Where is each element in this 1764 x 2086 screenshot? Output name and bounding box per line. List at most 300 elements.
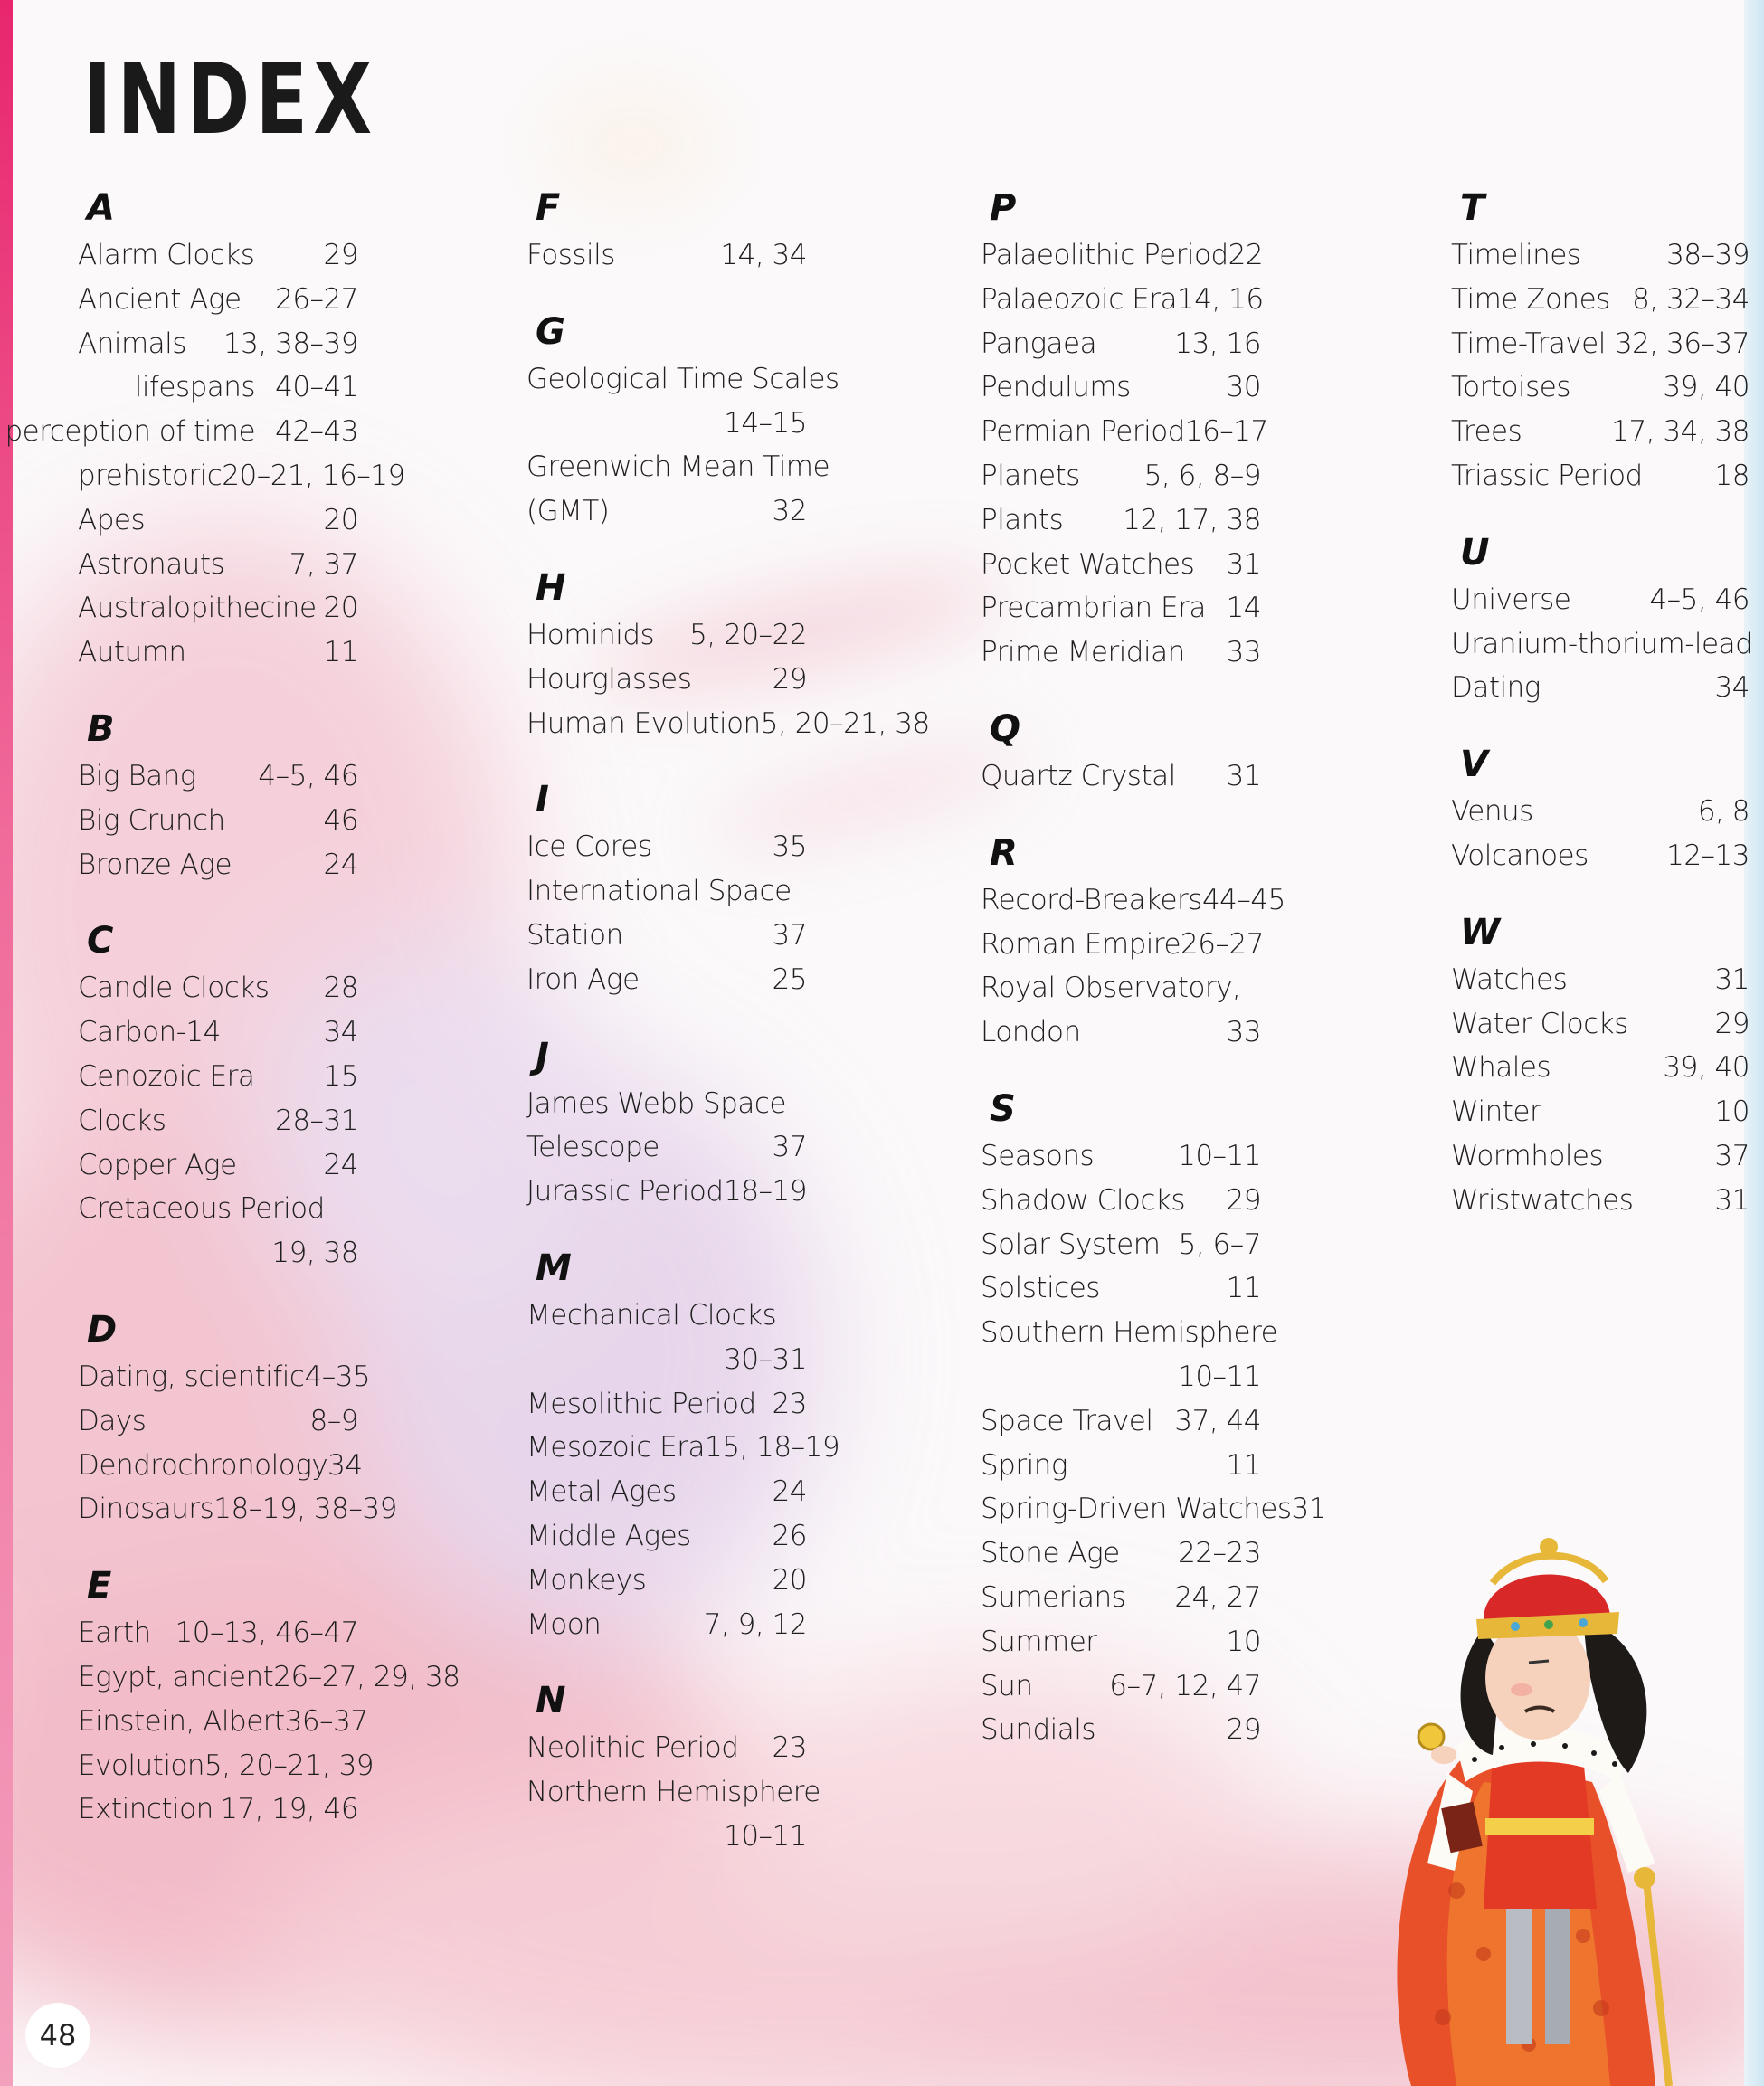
entry-term: Precambrian Era	[981, 592, 1206, 625]
entry-term: Bronze Age	[78, 848, 232, 881]
entry-pages: 15, 18–19	[705, 1431, 840, 1465]
index-column-1	[5, 179, 460, 1857]
entry-pages: 40–41	[275, 371, 358, 404]
section-letter: I	[536, 779, 549, 821]
entry-term: Pangaea	[981, 327, 1097, 360]
entry-term: Stone Age	[981, 1537, 1120, 1570]
index-entry	[981, 1223, 1261, 1267]
entry-pages: 14, 34	[720, 239, 807, 271]
entry-pages: 17, 34, 38	[1611, 415, 1750, 449]
entry-term: London	[981, 1016, 1081, 1049]
entry-term: Record-Breakers	[981, 883, 1202, 916]
index-entry	[78, 322, 358, 366]
entry-pages: 5, 20–21, 38	[760, 706, 930, 740]
index-entry	[981, 543, 1261, 587]
entry-pages: 5, 20–21, 39	[204, 1749, 375, 1782]
entry-term: Apes	[78, 503, 146, 536]
entry-pages: 37, 44	[1174, 1404, 1261, 1437]
entry-pages: 28–31	[275, 1104, 358, 1137]
index-entry	[526, 1514, 807, 1559]
index-entry	[526, 1770, 820, 1815]
left-page-edge	[0, 0, 13, 2086]
index-entry	[981, 1010, 1261, 1055]
entry-term: Mechanical Clocks	[526, 1298, 777, 1332]
index-entry	[526, 1382, 807, 1427]
entry-term: Animals	[78, 327, 186, 360]
entry-pages: 11	[323, 636, 358, 669]
index-entry	[1451, 1090, 1750, 1134]
entry-pages: 26	[772, 1519, 807, 1552]
entry-term: Copper Age	[78, 1148, 237, 1181]
index-entry	[1451, 834, 1750, 878]
entry-term: Southern Hemisphere	[981, 1316, 1278, 1350]
index-entry	[981, 1266, 1261, 1311]
entry-term: Uranium-thorium-lead	[1451, 627, 1753, 660]
index-entry-pages-line	[526, 1815, 807, 1859]
entry-term: Venus	[1451, 795, 1533, 829]
entry-term: Pendulums	[981, 371, 1131, 404]
entry-term: Plants	[981, 503, 1064, 536]
section-letter: E	[87, 1565, 112, 1607]
entry-pages: 4–5, 46	[258, 759, 358, 792]
entry-pages: 42–43	[275, 415, 358, 449]
index-entry	[1451, 958, 1750, 1002]
entry-term: Timelines	[1451, 239, 1581, 271]
entry-term: Alarm Clocks	[78, 239, 255, 271]
index-entry	[526, 1470, 807, 1514]
entry-term: Astronauts	[78, 547, 225, 581]
entry-pages: 23	[772, 1731, 807, 1765]
section-letter: D	[87, 1308, 118, 1351]
index-entry	[981, 1311, 1278, 1355]
section-letter: M	[536, 1247, 572, 1289]
entry-pages: 31	[1226, 547, 1261, 581]
index-section-q	[981, 700, 1261, 799]
page-title: INDEX	[83, 43, 378, 156]
index-entry	[981, 1487, 1326, 1531]
entry-term: Mesozoic Era	[526, 1431, 706, 1465]
index-subentry	[78, 365, 358, 410]
index-entry	[981, 322, 1261, 366]
entry-term: Iron Age	[526, 962, 640, 996]
entry-term: Watches	[1451, 962, 1568, 996]
entry-pages: 33	[1226, 1016, 1261, 1049]
index-entry	[78, 1355, 371, 1399]
entry-pages: 10–13, 46–47	[175, 1617, 358, 1650]
index-entry-pages-line	[526, 1338, 807, 1382]
entry-pages: 22–23	[1178, 1537, 1261, 1570]
entry-term: Trees	[1451, 415, 1522, 449]
index-entry	[78, 1700, 368, 1744]
index-entry	[981, 966, 1261, 1010]
index-entry	[78, 498, 358, 543]
index-entry	[981, 1576, 1261, 1620]
section-letter: C	[87, 920, 114, 962]
index-section-u	[1451, 524, 1753, 710]
index-entry	[78, 1611, 358, 1655]
section-letter: J	[536, 1035, 549, 1077]
index-entry	[981, 1179, 1261, 1223]
index-entry	[526, 658, 807, 702]
index-entry	[78, 966, 358, 1010]
entry-term: Clocks	[78, 1104, 166, 1137]
entry-term: Solar System	[981, 1228, 1161, 1261]
entry-term: Northern Hemisphere	[526, 1776, 820, 1809]
entry-pages: 29	[1714, 1007, 1750, 1040]
entry-term: Dendrochronology	[78, 1448, 328, 1482]
index-entry	[981, 586, 1261, 631]
entry-term: Time Zones	[1451, 282, 1610, 316]
index-entry	[78, 1444, 363, 1488]
index-entry	[78, 278, 358, 322]
index-section-m	[526, 1239, 840, 1646]
entry-pages: 12, 17, 38	[1123, 503, 1261, 536]
entry-pages: 18	[1714, 459, 1750, 492]
entry-pages: 5, 6, 8–9	[1143, 459, 1261, 492]
entry-pages: 10–11	[1178, 1139, 1261, 1172]
index-entry	[78, 1487, 397, 1531]
entry-term: Autumn	[78, 636, 186, 669]
index-entry	[78, 631, 358, 675]
index-section-e	[78, 1557, 460, 1832]
entry-pages: 10–11	[1178, 1360, 1261, 1393]
entry-term: Quartz Crystal	[981, 759, 1176, 792]
entry-pages: 29	[1226, 1713, 1261, 1747]
index-entry	[981, 498, 1261, 543]
index-entry	[78, 1187, 358, 1231]
entry-term: Seasons	[981, 1139, 1095, 1172]
entry-term: Solstices	[981, 1272, 1100, 1305]
entry-term: Dating	[1451, 671, 1541, 705]
entry-term: Sundials	[981, 1713, 1096, 1747]
index-entry	[981, 1444, 1261, 1488]
index-entry	[981, 233, 1264, 278]
index-entry	[1451, 1002, 1750, 1047]
page-number: 48	[25, 2003, 90, 2068]
index-entry	[78, 1787, 358, 1832]
entry-term: Candle Clocks	[78, 972, 270, 1005]
index-entry	[1451, 278, 1750, 322]
entry-pages: 5, 6–7	[1178, 1228, 1261, 1261]
entry-term: Greenwich Mean Time	[526, 450, 830, 484]
entry-term: Shadow Clocks	[981, 1183, 1186, 1217]
entry-pages: 7, 37	[289, 547, 358, 581]
entry-pages: 13, 38–39	[223, 327, 358, 360]
entry-pages: 35	[772, 830, 807, 864]
section-letter: H	[536, 566, 566, 609]
index-entry	[526, 489, 807, 534]
index-subentry	[5, 410, 358, 454]
entry-pages: 20	[323, 503, 358, 536]
entry-term: Tortoises	[1451, 371, 1570, 404]
entry-pages: 44–45	[1201, 883, 1285, 916]
index-entry	[981, 278, 1264, 322]
entry-term: Neolithic Period	[526, 1731, 739, 1765]
index-entry	[526, 1170, 807, 1214]
index-section-v	[1451, 735, 1750, 878]
entry-pages: 12–13	[1666, 839, 1750, 872]
entry-term: Volcanoes	[1451, 839, 1589, 872]
section-letter: V	[1460, 744, 1488, 786]
index-entry	[526, 825, 807, 869]
entry-term: Carbon-14	[78, 1016, 221, 1049]
entry-term: James Webb Space	[526, 1086, 786, 1120]
index-entry	[78, 754, 358, 799]
entry-pages: 31	[1714, 1183, 1750, 1217]
entry-pages: 8–9	[309, 1404, 358, 1437]
entry-term: Dating, scientific	[78, 1360, 305, 1393]
section-letter: F	[536, 187, 561, 229]
entry-pages: 38–39	[1666, 239, 1750, 271]
entry-term: Days	[78, 1404, 147, 1437]
entry-term: Spring-Driven Watches	[981, 1493, 1292, 1526]
entry-pages: 37	[1714, 1139, 1750, 1172]
section-letter: W	[1460, 911, 1501, 953]
index-entry	[526, 914, 807, 958]
entry-pages: 6, 8	[1697, 795, 1750, 829]
entry-pages: 24	[323, 1148, 358, 1181]
entry-pages: 23	[772, 1387, 807, 1420]
entry-term: Time-Travel	[1451, 327, 1606, 360]
index-entry	[526, 1559, 807, 1603]
entry-term: Ancient Age	[78, 282, 242, 316]
entry-pages: 32	[772, 495, 807, 528]
entry-pages: 17, 19, 46	[220, 1793, 358, 1826]
entry-pages: 24	[772, 1475, 807, 1509]
entry-pages: 19, 38	[271, 1237, 358, 1270]
entry-term: Monkeys	[526, 1563, 647, 1597]
entry-term: Roman Empire	[981, 927, 1181, 961]
entry-pages: 37	[772, 918, 807, 952]
index-entry	[78, 1655, 460, 1700]
entry-term: perception of time	[5, 415, 256, 449]
index-column-4	[1451, 179, 1753, 1248]
index-entry	[78, 1399, 358, 1444]
index-section-s	[981, 1080, 1326, 1752]
entry-pages: 31	[1226, 759, 1261, 792]
entry-term: Big Bang	[78, 759, 196, 792]
index-entry	[526, 869, 807, 914]
index-entry	[981, 1531, 1261, 1576]
index-section-t	[1451, 179, 1750, 498]
entry-pages: 37	[772, 1131, 807, 1164]
index-entry-pages-line	[526, 402, 807, 446]
entry-term: Whales	[1451, 1051, 1551, 1085]
entry-pages: 24	[323, 848, 358, 881]
section-letter: T	[1460, 187, 1485, 229]
index-entry	[981, 631, 1261, 675]
entry-pages: 31	[1714, 962, 1750, 996]
index-column-2	[526, 179, 930, 1884]
index-entry	[526, 233, 807, 278]
entry-pages: 24, 27	[1174, 1580, 1261, 1614]
entry-pages: 33	[1226, 636, 1261, 669]
entry-term: Cenozoic Era	[78, 1059, 255, 1093]
entry-term: Wormholes	[1451, 1139, 1604, 1172]
index-entry	[526, 357, 839, 402]
section-letter: G	[536, 310, 565, 353]
entry-term: Space Travel	[981, 1404, 1153, 1437]
index-entry	[78, 454, 405, 498]
entry-term: Spring	[981, 1448, 1067, 1482]
index-entry	[1451, 1134, 1750, 1179]
entry-pages: 11	[1226, 1272, 1261, 1305]
entry-pages: 39, 40	[1663, 371, 1750, 404]
index-entry	[1451, 365, 1750, 410]
entry-pages: 10	[1714, 1095, 1750, 1129]
entry-pages: 46	[323, 803, 358, 837]
entry-pages: 15	[323, 1059, 358, 1093]
entry-term: Winter	[1451, 1095, 1541, 1129]
index-entry	[1451, 578, 1750, 622]
entry-pages: 18–19	[724, 1175, 807, 1209]
index-section-d	[78, 1301, 397, 1531]
index-section-f	[526, 179, 807, 278]
entry-pages: 26–27	[1181, 927, 1264, 961]
index-section-g	[526, 303, 839, 534]
index-entry	[78, 1744, 375, 1788]
entry-term: Ice Cores	[526, 830, 652, 864]
index-entry	[526, 958, 807, 1002]
entry-term: Water Clocks	[1451, 1007, 1628, 1040]
entry-pages: 30–31	[724, 1342, 807, 1376]
index-section-b	[78, 700, 358, 887]
entry-pages: 10	[1226, 1625, 1261, 1658]
entry-pages: 20	[772, 1563, 807, 1597]
index-entry	[526, 1603, 807, 1647]
index-entry	[526, 613, 807, 658]
entry-term: Metal Ages	[526, 1475, 677, 1509]
entry-term: Prime Meridian	[981, 636, 1185, 669]
index-entry	[981, 1399, 1261, 1444]
index-column-3	[981, 179, 1326, 1778]
entry-term: Cretaceous Period	[78, 1192, 325, 1226]
index-entry	[1451, 622, 1753, 667]
entry-term: International Space	[526, 875, 792, 908]
index-entry-pages-line	[981, 1355, 1261, 1399]
index-entry	[1451, 666, 1750, 710]
entry-pages: 16–17	[1184, 415, 1268, 449]
entry-pages: 34	[327, 1448, 363, 1482]
index-entry	[981, 1620, 1261, 1664]
entry-term: (GMT)	[526, 495, 610, 528]
index-entry	[78, 1099, 358, 1143]
index-entry	[1451, 322, 1750, 366]
entry-pages: 29	[772, 662, 807, 696]
index-section-a	[5, 179, 405, 675]
index-entry	[78, 586, 358, 631]
index-entry	[1451, 410, 1750, 454]
entry-term: Triassic Period	[1451, 459, 1643, 492]
entry-term: Evolution	[78, 1749, 205, 1782]
index-entry	[78, 843, 358, 887]
entry-term: Summer	[981, 1625, 1097, 1658]
entry-term: Palaeolithic Period	[981, 239, 1228, 271]
entry-term: Big Crunch	[78, 803, 225, 837]
entry-pages: 26–27, 29, 38	[273, 1660, 460, 1693]
entry-pages: 14	[1226, 592, 1261, 625]
entry-pages: 30	[1226, 371, 1261, 404]
index-entry	[1451, 1179, 1750, 1223]
entry-term: Pocket Watches	[981, 547, 1195, 581]
entry-pages: 14, 16	[1177, 282, 1264, 316]
entry-pages: 4–35	[304, 1360, 371, 1393]
index-entry	[526, 1426, 840, 1470]
entry-pages: 31	[1291, 1493, 1326, 1526]
entry-term: Earth	[78, 1617, 151, 1650]
entry-pages: 5, 20–22	[689, 618, 807, 651]
entry-pages: 39, 40	[1663, 1051, 1750, 1085]
entry-pages: 10–11	[724, 1819, 807, 1853]
entry-term: Telescope	[526, 1131, 659, 1164]
entry-term: Universe	[1451, 583, 1571, 616]
entry-pages: 32, 36–37	[1614, 327, 1750, 360]
index-entry	[78, 1055, 358, 1099]
index-entry	[981, 1664, 1261, 1709]
index-entry	[981, 1708, 1261, 1752]
index-section-w	[1451, 904, 1750, 1223]
index-entry	[78, 543, 358, 587]
entry-term: Permian Period	[981, 415, 1185, 449]
entry-pages: 11	[1226, 1448, 1261, 1482]
entry-pages: 34	[1714, 671, 1750, 705]
entry-term: Palaeozoic Era	[981, 282, 1178, 316]
entry-term: Australopithecine	[78, 592, 317, 625]
entry-pages: 25	[772, 962, 807, 996]
index-entry	[1451, 454, 1750, 498]
index-entry	[526, 1125, 807, 1170]
entry-term: Moon	[526, 1607, 602, 1641]
index-section-i	[526, 771, 807, 1001]
entry-term: Jurassic Period	[526, 1175, 724, 1209]
entry-term: Hourglasses	[526, 662, 692, 696]
entry-term: Dinosaurs	[78, 1493, 214, 1526]
index-section-j	[526, 1028, 807, 1214]
entry-term: Hominids	[526, 618, 655, 651]
entry-pages: 26–27	[275, 282, 358, 316]
entry-pages: 4–5, 46	[1649, 583, 1750, 616]
entry-term: Extinction	[78, 1793, 213, 1826]
entry-term: Human Evolution	[526, 706, 761, 740]
index-entry	[1451, 790, 1750, 834]
index-section-n	[526, 1672, 820, 1858]
index-entry	[981, 923, 1264, 967]
index-entry	[981, 410, 1268, 454]
index-entry	[78, 233, 358, 278]
index-entry	[981, 365, 1261, 410]
index-entry	[526, 1726, 807, 1770]
index-section-h	[526, 559, 930, 745]
entry-term: Einstein, Albert	[78, 1704, 285, 1738]
index-entry	[78, 799, 358, 843]
entry-pages: 29	[1226, 1183, 1261, 1217]
index-section-c	[78, 912, 358, 1275]
index-entry	[526, 1082, 807, 1126]
entry-term: Egypt, ancient	[78, 1660, 274, 1693]
index-entry	[1451, 233, 1750, 278]
entry-term: Geological Time Scales	[526, 362, 839, 395]
index-entry	[981, 754, 1261, 799]
section-letter: U	[1460, 531, 1490, 574]
section-letter: R	[990, 831, 1018, 874]
index-entry	[981, 1134, 1261, 1179]
entry-pages: 13, 16	[1174, 327, 1261, 360]
entry-pages: 28	[323, 972, 358, 1005]
entry-term: Sumerians	[981, 1580, 1126, 1614]
index-entry	[1451, 1046, 1750, 1090]
entry-pages: 8, 32–34	[1632, 282, 1750, 316]
entry-term: prehistoric	[78, 459, 223, 492]
